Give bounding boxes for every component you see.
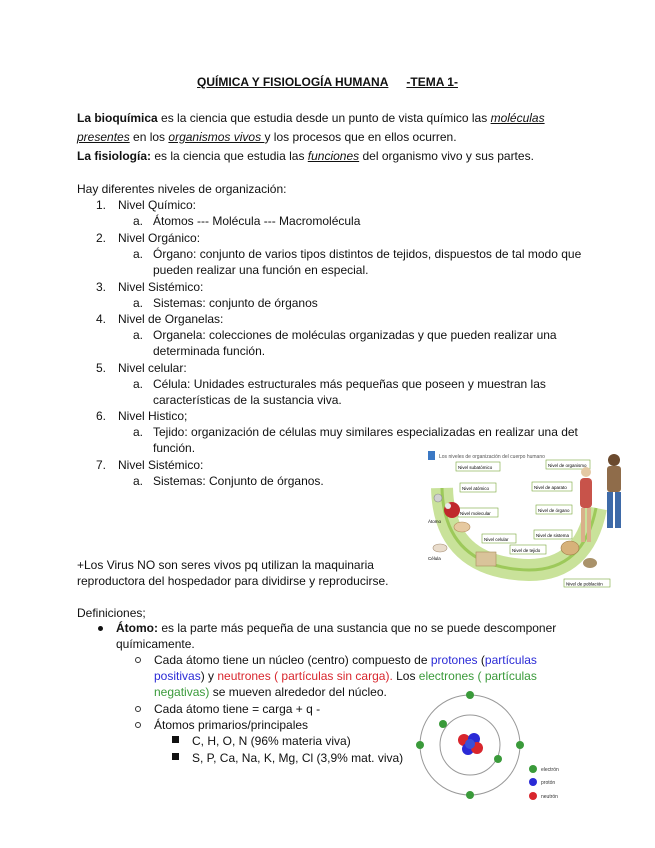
person-torso [607,466,621,492]
level-sub-cont: características de la sustancia viva. [153,393,342,407]
level-number: 7. [96,458,107,472]
level-label-organo: Nivel de órgano [538,508,570,513]
atomo-definition-line-2: químicamente. [116,637,195,651]
primarios-line: Átomos primarios/principales [154,718,309,732]
level-sub [133,424,578,440]
level-sub-text: Organela: colecciones de moléculas organizadas y que pueden realizar una [153,328,557,342]
molecule-illustration [445,503,451,509]
bullet-square-icon [172,736,179,743]
level-sub-cont: pueden realizar una función en especial. [153,263,369,277]
underlined-term: funciones [307,149,360,163]
level-sub-text: Órgano: conjunto de varios tipos distintos de tejidos, dispuestos de tal modo que [153,247,582,261]
definition-text: Cada átomo tiene un núcleo (centro) compuesto de [154,653,431,667]
title-tema: -TEMA 1- [406,75,458,89]
level-number: 5. [96,361,107,375]
nucleus-line-2 [154,668,537,684]
level-item [96,311,223,327]
sub-marker: a. [133,425,144,439]
definitions-heading: Definiciones; [77,606,146,620]
definition-text: ( [477,653,485,667]
level-label-celular: Nivel celular [484,537,509,542]
sub-marker: a. [133,214,144,228]
intro-text: es la ciencia que estudia las [151,149,308,163]
level-label: Nivel Orgánico: [118,231,201,245]
definition-text: ) y [200,669,218,683]
level-sub-text: Sistemas: conjunto de órganos [153,296,318,310]
intro-text: del organismo vivo y sus partes. [359,149,534,163]
person-head [608,454,620,466]
level-item [96,230,200,246]
electron [516,741,524,749]
sub-marker: a. [133,296,144,310]
sub-marker: a. [133,474,144,488]
diagram-title: Los niveles de organización del cuerpo humano [439,454,545,460]
legend-proton-icon [529,778,537,786]
diagram-logo-icon [428,451,435,460]
level-item [96,360,187,376]
legend-neutron-icon [529,792,537,800]
carga-line: Cada átomo tiene = carga + q - [154,702,321,716]
level-sub-text: Átomos --- Molécula --- Macromolécula [153,214,361,228]
bullet-ring-icon [135,706,141,712]
intro-text: y los procesos que en ellos ocurren. [264,130,457,144]
level-item [96,457,203,473]
level-label: Nivel Sistémico: [118,280,204,294]
level-label: Nivel Sistémico: [118,458,204,472]
person-leg [615,492,621,528]
figure-head [581,467,591,477]
proton [465,739,475,749]
definition-text: se mueven alrededor del núcleo. [209,685,387,699]
electrones-term: electrones ( partículas [418,669,537,683]
virus-note-line-1: +Los Virus NO son seres vivos pq utilizan la maquinaria [77,558,374,572]
level-sub [133,473,324,489]
electron [466,791,474,799]
bullet-square-icon [172,753,179,760]
levels-heading: Hay diferentes niveles de organización: [77,182,287,196]
sub-marker: a. [133,377,144,391]
level-sub [133,213,360,229]
atom-diagram [410,690,560,805]
electron [439,720,447,728]
underlined-term: presentes [77,130,130,144]
level-sub [133,246,581,262]
protones-desc: positivas [154,669,201,683]
definition-text: Los [392,669,419,683]
organ-illustration [583,558,597,568]
level-label: Nivel celular: [118,361,187,375]
legend-proton-label: protón [541,780,556,786]
nucleus-line-3 [154,684,387,700]
neutrones-term: neutrones ( partículas sin carga). [217,669,393,683]
page-title [0,75,655,89]
electron [466,691,474,699]
level-label: Nivel de Organelas: [118,312,224,326]
person-leg [607,492,613,528]
level-label-molecular: Nivel molecular [460,511,491,516]
level-sub-cont: función. [153,441,196,455]
virus-note-line-2: reproductora del hospedador para dividirse y reproducirse. [77,574,389,588]
atomo-label: Átomo [428,519,442,524]
level-label-atomico: Nivel atómico [462,486,490,491]
level-sub [133,295,318,311]
fisiologia-term: La fisiología: [77,149,152,163]
level-label-poblacion: Nivel de población [566,581,603,587]
organization-levels-diagram [424,448,634,588]
intro-text: es la ciencia que estudia desde un punto de vista químico las [157,111,491,125]
atomo-term: Átomo: [116,621,158,635]
level-item [96,197,196,213]
intro-line-2 [77,129,457,145]
intro-text: en los [129,130,169,144]
atom-illustration [434,494,442,502]
nucleus-line-1 [154,652,537,668]
legend-electron-icon [529,765,537,773]
level-item [96,408,187,424]
level-label: Nivel Histico; [118,409,188,423]
cell-illustration [433,544,447,552]
figure-body [580,478,592,508]
intro-line-1 [77,110,545,126]
level-number: 2. [96,231,107,245]
electrones-desc: negativas) [154,685,210,699]
level-label-subatomico: Nivel subatómico [458,465,493,470]
sub-marker: a. [133,328,144,342]
macromolecule-illustration [454,522,470,532]
level-number: 4. [96,312,107,326]
primary-atoms-item: S, P, Ca, Na, K, Mg, Cl (3,9% mat. viva) [192,751,404,765]
underlined-term: moléculas [490,111,545,125]
intro-line-3 [77,148,534,164]
level-label-sistema: Nivel de sistema [536,533,570,538]
electron [494,755,502,763]
level-sub-text: Célula: Unidades estructurales más pequeñas que poseen y muestran las [153,377,546,391]
primary-atoms-item: C, H, O, N (96% materia viva) [192,734,351,748]
bullet-ring-icon [135,657,141,663]
sub-marker: a. [133,247,144,261]
level-sub-cont: determinada función. [153,344,266,358]
level-sub-text: Sistemas: Conjunto de órganos. [153,474,324,488]
celula-label: Célula [428,556,441,561]
tissue-illustration [476,552,496,566]
legend-neutron-label: neutrón [541,794,558,800]
underlined-term: organismos vivos [168,130,265,144]
definition-text: es la parte más pequeña de una sustancia que no se puede descomponer [158,621,557,635]
legend-electron-label: electrón [541,767,559,773]
organ-illustration [561,541,579,555]
level-number: 3. [96,280,107,294]
level-label-aparato: Nivel de aparato [534,485,567,490]
electron [416,741,424,749]
bullet-ring-icon [135,722,141,728]
figure-leg [587,508,591,542]
level-number: 1. [96,198,107,212]
bioquimica-term: La bioquímica [77,111,158,125]
level-item [96,279,203,295]
protones-desc: partículas [484,653,537,667]
level-label-organismo: Nivel de organismo [548,463,587,468]
bullet-dot-icon [98,626,103,631]
level-number: 6. [96,409,107,423]
title-main: QUÍMICA Y FISIOLOGÍA HUMANA [197,75,389,89]
level-label: Nivel Químico: [118,198,197,212]
level-sub-text: Tejido: organización de células muy similares especializadas en realizar una det [153,425,578,439]
level-sub [133,376,546,392]
protones-term: protones [430,653,478,667]
figure-leg [581,508,585,542]
atomo-definition-line-1 [116,620,556,636]
level-sub [133,327,557,343]
level-label-tejido: Nivel de tejido [512,548,541,553]
